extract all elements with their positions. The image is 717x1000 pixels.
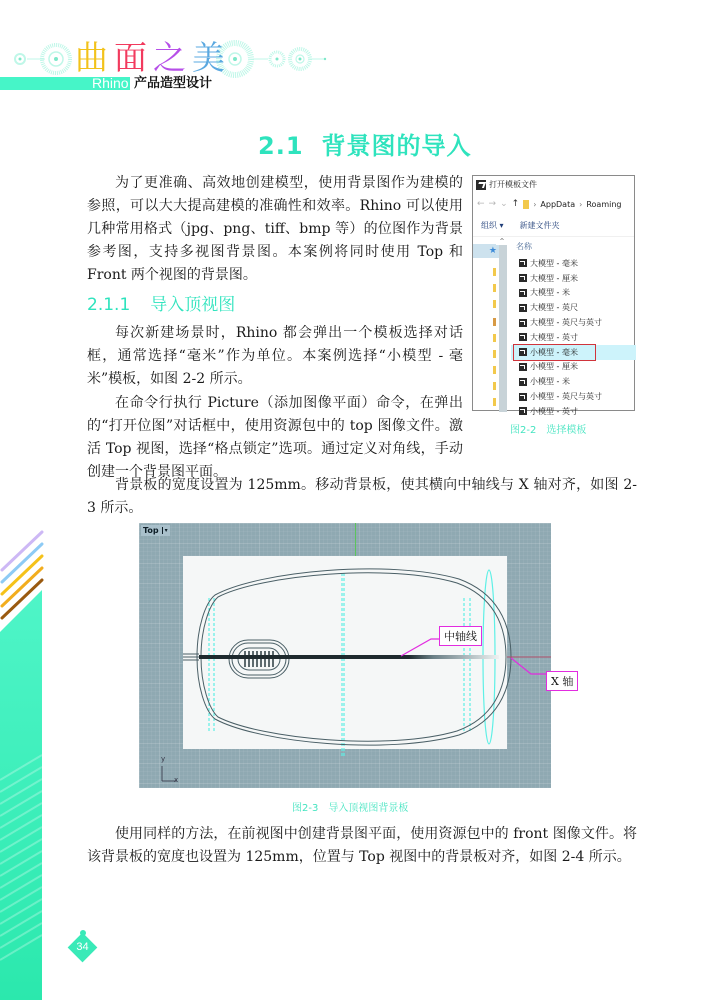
caption-number: 图2-3: [292, 803, 319, 814]
rhino-file-icon: [519, 393, 527, 401]
folder-icon: [493, 318, 496, 326]
viewport-name: Top: [143, 526, 159, 535]
caption-text: 选择模板: [546, 425, 587, 436]
axis-label-x: x: [174, 776, 179, 784]
figure-2-2-caption: [510, 421, 586, 436]
callout-midline: 中轴线: [439, 626, 482, 646]
picture-command-paragraph: 在命令行执行 Picture（添加图像平面）命令，在弹出的“打开位图”对话框中，使用资源包中的 top 图像文件。激活 Top 视图，选择“格点锁定”选项。通过定义对角线，手动创建一个背景图平面。: [87, 395, 463, 480]
file-name: 大模型 - 英尺: [530, 303, 578, 313]
file-list-item: [511, 404, 636, 419]
file-list-item: [511, 286, 636, 301]
top-viewport-figure: [139, 523, 551, 788]
viewport-title-tab: [141, 525, 170, 536]
path-appdata: AppData: [540, 199, 576, 209]
back-arrow-icon: ←: [477, 199, 485, 209]
dialog-toolbar: [473, 215, 634, 237]
file-name: 小模型 - 英寸: [530, 406, 578, 416]
file-list-item: [511, 315, 636, 330]
page-header: [0, 0, 717, 110]
left-stripe-decoration-icon: [0, 510, 45, 1000]
section-heading: [258, 126, 472, 161]
new-folder-button: 新建文件夹: [519, 221, 560, 230]
viewport-dropdown-icon: ▾: [162, 527, 168, 534]
folder-icon: [523, 200, 529, 209]
subsection-heading: [87, 290, 235, 315]
file-name: 小模型 - 英尺与英寸: [530, 392, 602, 402]
folder-icon: [493, 350, 496, 358]
series-title: [75, 38, 231, 78]
folder-icon: [493, 334, 496, 342]
rhino-file-icon: [519, 363, 527, 371]
title-char-2: 面: [114, 38, 153, 77]
folder-icon: [493, 398, 496, 406]
dialog-nav-bar: [473, 193, 634, 215]
nav-pane: [473, 238, 499, 412]
file-list-item: [511, 256, 636, 271]
axis-label-y: y: [161, 755, 166, 763]
caption-text: 导入顶视图背景板: [328, 803, 409, 814]
up-arrow-icon: ↑: [511, 199, 520, 209]
front-view-paragraph: 使用同样的方法，在前视图中创建背景图平面，使用资源包中的 front 图像文件。将该背景板的宽度也设置为 125mm，位置与 Top 视图中的背景板对齐，如图 2-4 所示。: [87, 826, 637, 865]
folder-icon: [493, 268, 496, 276]
rhino-file-icon: [519, 407, 527, 415]
path-separator: ›: [533, 199, 537, 209]
rhino-file-icon: [519, 259, 527, 267]
organize-menu: 组织 ▾: [481, 221, 504, 230]
file-list-item: [511, 330, 636, 345]
subsection-number: 2.1.1: [87, 295, 131, 315]
path-roaming: Roaming: [586, 199, 622, 209]
rhino-file-icon: [519, 333, 527, 341]
board-width-paragraph: 背景板的宽度设置为 125mm。移动背景板，使其横向中轴线与 X 轴对齐，如图 2-3 所示。: [87, 477, 637, 516]
template-paragraph: 每次新建场景时，Rhino 都会弹出一个模板选择对话框，通常选择“毫米”作为单位。本案例选择“小模型 - 毫米”模板，如图 2-2 所示。: [87, 325, 463, 387]
callout-x-axis: X 轴: [546, 671, 578, 691]
file-list-item: [511, 300, 636, 315]
folder-icon: [493, 300, 496, 308]
file-list: [511, 238, 636, 419]
file-name: 小模型 - 厘米: [530, 362, 578, 372]
caption-number: 图2-2: [510, 425, 537, 436]
file-list-item: [511, 271, 636, 286]
folder-icon: [493, 382, 496, 390]
file-name: 大模型 - 英寸: [530, 332, 578, 342]
file-name: 大模型 - 毫米: [530, 258, 578, 268]
dialog-body: [473, 238, 636, 416]
path-separator: ›: [579, 199, 583, 209]
title-char-4: 美: [192, 38, 231, 77]
mouse-outline-drawing-icon: [139, 523, 551, 788]
intro-paragraph: 为了更准确、高效地创建模型，使用背景图作为建模的参照，可以大大提高建模的准确性和效率。Rhino 可以使用几种常用格式（jpg、png、tiff、bmp 等）的位图作为背景参考图，支持多视图背景图。本案例将同时使用 Top 和 Front 两个视图的背景图。: [87, 175, 463, 283]
history-dropdown-icon: ⌄: [500, 199, 508, 209]
file-list-item: [511, 360, 636, 375]
file-name: 小模型 - 米: [530, 377, 570, 387]
title-char-1: 曲: [75, 38, 114, 77]
page-number: 34: [76, 941, 89, 953]
quick-access-star-icon: ★: [473, 244, 499, 258]
file-name: 大模型 - 英尺与英寸: [530, 318, 602, 328]
folder-icon: [493, 366, 496, 374]
file-list-item: [511, 374, 636, 389]
title-char-3: 之: [153, 38, 192, 77]
folder-icon: [493, 284, 496, 292]
file-name: 大模型 - 厘米: [530, 273, 578, 283]
series-tag: Rhino: [92, 75, 129, 91]
rhino-app-icon: [476, 180, 486, 190]
scroll-up-icon: ^: [496, 238, 508, 245]
section-number: 2.1: [258, 132, 304, 160]
nav-pane-scrollbar: [499, 238, 507, 412]
section-title: 背景图的导入: [321, 132, 472, 160]
dialog-title: 打开模板文件: [489, 180, 537, 189]
dialog-titlebar: [473, 176, 634, 193]
rhino-file-icon: [519, 319, 527, 327]
rhino-file-icon: [519, 289, 527, 297]
rhino-file-icon: [519, 348, 527, 356]
rhino-file-icon: [519, 378, 527, 386]
file-name: 小模型 - 毫米: [530, 347, 578, 357]
figure-2-3-caption: [292, 799, 408, 814]
forward-arrow-icon: →: [488, 199, 497, 209]
subsection-title: 导入顶视图: [150, 295, 236, 315]
file-name: 大模型 - 米: [530, 288, 570, 298]
file-list-item: [511, 389, 636, 404]
open-template-dialog-figure: [472, 175, 635, 416]
rhino-file-icon: [519, 304, 527, 312]
rhino-file-icon: [519, 274, 527, 282]
series-subtitle: 产品造型设计: [134, 76, 213, 91]
file-list-item-selected: [511, 345, 636, 360]
name-column-header: 名称: [516, 242, 532, 251]
